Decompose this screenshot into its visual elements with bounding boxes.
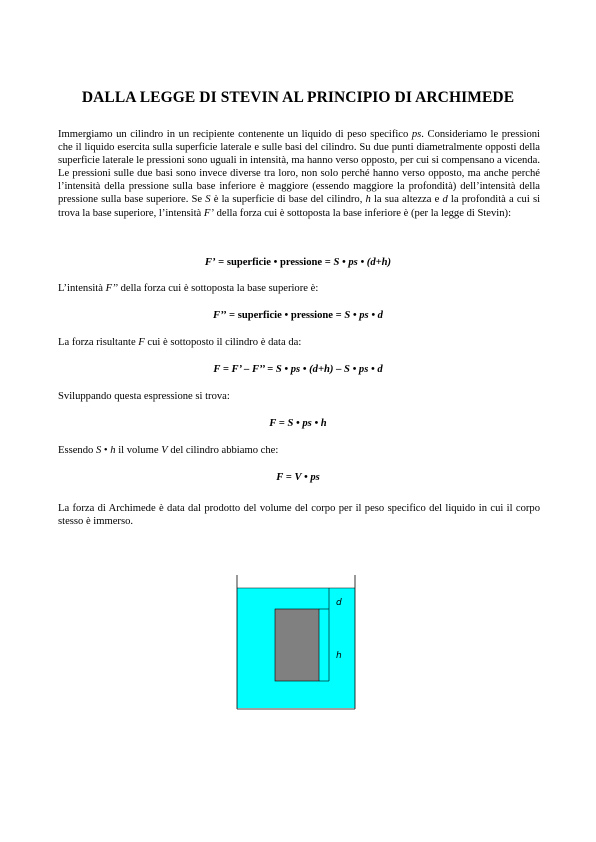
- text-run: L’intensità: [58, 283, 106, 294]
- label-h: h: [336, 651, 342, 661]
- text-run: d: [442, 194, 448, 206]
- label-d: d: [336, 598, 342, 608]
- text-run: S: [205, 194, 211, 206]
- text-run: . Consideriamo le pressioni che il liquido esercita sulla superficie laterale e sulle basi del cilindro. Su due punti diametralmente opposti della superficie laterale le pressioni sono uguali in intensità, ma hanno verso opposto, per cui si compensano a vicenda. Le pressioni sulle due basi sono invece diverse tra loro, non solo perché hanno verso opposto, ma anche perché l’intensità della pressione sulla base inferiore è maggiore (essendo maggiore la profondità) dell’intensità della pressione sulla base superiore. Se: [58, 129, 540, 206]
- text-line: Sviluppando questa espressione si trova:: [58, 391, 230, 402]
- text-run: F’’: [213, 310, 227, 321]
- text-run: della forza cui è sottoposta la base inferiore è (per la legge di Stevin):: [213, 207, 512, 219]
- text-run: cui è sottoposto il cilindro è data da:: [144, 337, 302, 348]
- text-run: F’: [204, 257, 216, 268]
- formula-archimedes: F = V • ps: [276, 472, 320, 483]
- text-run: F’’: [105, 283, 118, 294]
- text-run: La forza risultante: [58, 337, 139, 348]
- text-run: del cilindro abbiamo che:: [167, 445, 279, 456]
- text-run: •: [101, 445, 111, 456]
- text-run: V: [161, 445, 168, 456]
- text-run: h: [110, 445, 116, 456]
- conclusion-paragraph: La forza di Archimede è data dal prodotto del volume del corpo per il peso specifico del liquido in cui il corpo stesso è immerso.: [58, 503, 540, 528]
- text-run: la sua altezza e: [370, 194, 443, 206]
- text-run: S • ps • (d+h): [333, 257, 392, 268]
- text-run: Immergiamo un cilindro in un recipiente contenente un liquido di peso specifico: [58, 129, 412, 140]
- cylinder: [275, 609, 319, 681]
- text-run: è la superficie di base del cilindro,: [210, 194, 366, 206]
- text-run: ps: [411, 129, 422, 140]
- text-run: = superficie • pressione =: [215, 257, 334, 268]
- text-run: F’: [203, 207, 214, 219]
- text-run: la profondità a cui si trova la base superiore, l’intensità: [58, 194, 541, 219]
- text-run: F: [138, 337, 145, 348]
- page-title: DALLA LEGGE DI STEVIN AL PRINCIPIO DI ARCHIMEDE: [81, 89, 515, 106]
- formula-resultant: F = F’ – F’’ = S • ps • (d+h) – S • ps • d: [213, 364, 383, 375]
- text-run: Essendo: [58, 445, 96, 456]
- text-run: = superficie • pressione =: [226, 310, 345, 321]
- text-run: S • ps • d: [344, 310, 383, 321]
- formula-simplified: F = S • ps • h: [269, 418, 327, 429]
- text-run: h: [365, 194, 371, 206]
- text-run: il volume: [115, 445, 162, 456]
- text-run: S: [95, 445, 102, 456]
- text-run: della forza cui è sottoposta la base superiore è:: [117, 283, 319, 294]
